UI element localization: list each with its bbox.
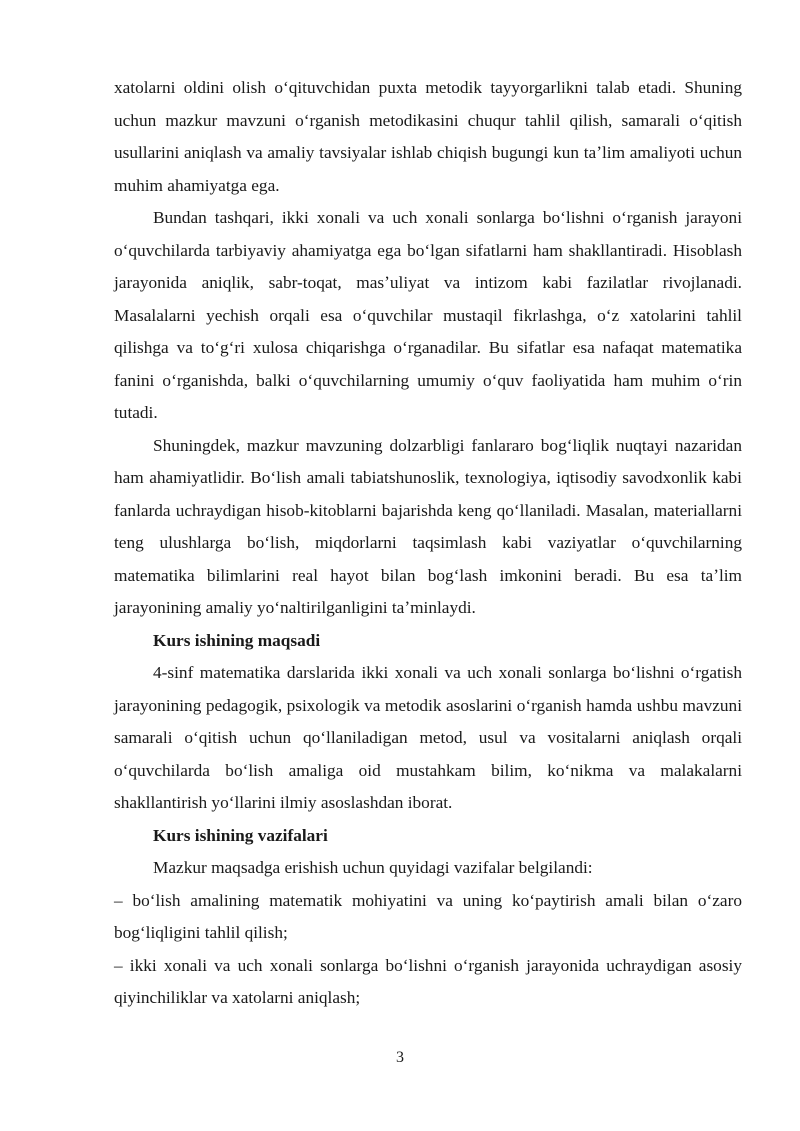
tasks-intro: Mazkur maqsadga erishish uchun quyidagi vazifalar belgilandi: — [153, 858, 593, 877]
page-body — [114, 72, 742, 1015]
task-item: – ikki xonali va uch xonali sonlarga boʻlishni oʻrganish jarayonida uchraydigan asosiy qiyinchiliklar va xatolarni aniqlash; — [114, 955, 742, 1007]
paragraph-interdisciplinary: Shuningdek, mazkur mavzuning dolzarbligi fanlararo bogʻliqlik nuqtayi nazaridan ham ahamiyatlidir. Boʻlish amali tabiatshunoslik, texnologiya, iqtisodiy savodxonlik kabi fanlarda uchraydigan hisob-kitoblarni bajarishda keng qoʻllaniladi. Masalan, materiallarni teng ulushlarga boʻlish, miqdorlarni taqsimlash kabi vaziyatlar oʻquvchilarning matematika bilimlarini real hayot bilan bogʻlash imkonini beradi. Bu esa taʼlim jarayonining amaliy yoʻnaltirilganligini taʼminlaydi. — [114, 435, 742, 617]
goal-paragraph: 4-sinf matematika darslarida ikki xonali va uch xonali sonlarga boʻlishni oʻrgatish jarayonining pedagogik, psixologik va metodik asoslarini oʻrganish hamda ushbu mavzuni samarali oʻqitish uchun qoʻllaniladigan metod, usul va vositalarni aniqlash orqali oʻquvchilarda boʻlish amaliga oid mustahkam bilim, koʻnikma va malakalarni shakllantirish yoʻllarini ilmiy asoslashdan iborat. — [114, 663, 742, 812]
task-item: – boʻlish amalining matematik mohiyatini va uning koʻpaytirish amali bilan oʻzaro bogʻliqligini tahlil qilish; — [114, 890, 742, 942]
tasks-heading: Kurs ishining vazifalari — [153, 825, 328, 845]
goal-heading: Kurs ishining maqsadi — [153, 630, 321, 650]
paragraph-educational-value: Bundan tashqari, ikki xonali va uch xonali sonlarga boʻlishni oʻrganish jarayoni oʻquvchilarda tarbiyaviy ahamiyatga ega boʻlgan sifatlarni ham shakllantiradi. Hisoblash jarayonida aniqlik, sabr-toqat, masʼuliyat va intizom kabi fazilatlar rivojlanadi. Masalalarni yechish orqali esa oʻquvchilar mustaqil fikrlashga, oʻz xatolarini tahlil qilishga va toʻgʻri xulosa chiqarishga oʻrganadilar. Bu sifatlar esa nafaqat matematika fanini oʻrganishda, balki oʻquvchilarning umumiy oʻquv faoliyatida ham muhim oʻrin tutadi. — [114, 208, 742, 422]
paragraph-continuation: xatolarni oldini olish oʻqituvchidan puxta metodik tayyorgarlikni talab etadi. Shuning uchun mazkur mavzuni oʻrganish metodikasini chuqur tahlil qilish, samarali oʻqitish usullarini aniqlash va amaliy tavsiyalar ishlab chiqish bugungi kun taʼlim amaliyoti uchun muhim ahamiyatga ega. — [114, 78, 742, 195]
page-number: 3 — [396, 1049, 404, 1066]
